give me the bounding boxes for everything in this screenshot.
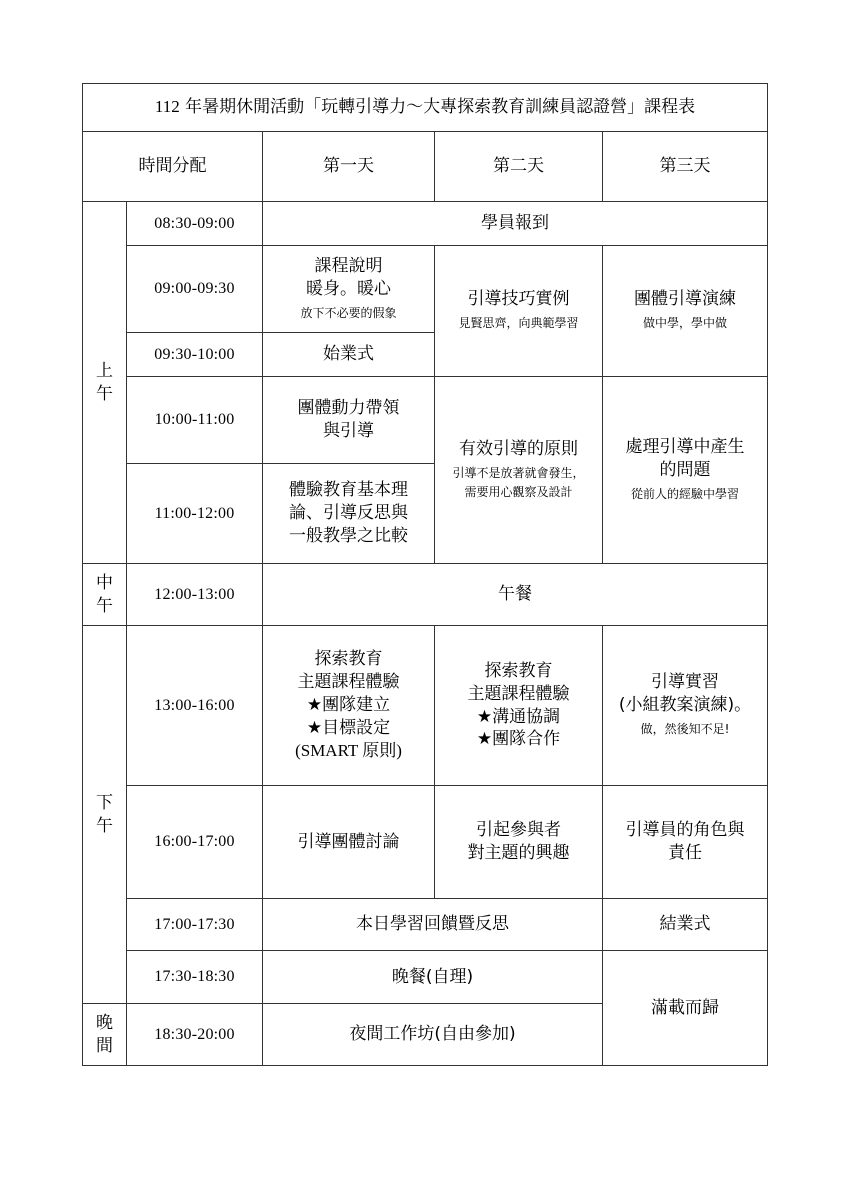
period-afternoon: 下 午 [83,626,127,1004]
session-d2-skills: 引導技巧實例 見賢思齊，向典範學習 [435,246,603,377]
header-day1: 第一天 [263,132,435,202]
time-slot: 11:00-12:00 [127,464,263,564]
schedule-title: 112 年暑期休閒活動「玩轉引導力～大專探索教育訓練員認證營」課程表 [83,84,768,132]
time-slot: 09:00-09:30 [127,246,263,333]
time-slot: 16:00-17:00 [127,786,263,899]
period-morning: 上 午 [83,202,127,564]
time-slot: 17:30-18:30 [127,951,263,1004]
session-dinner: 晚餐(自理) [263,951,603,1004]
session-workshop: 夜間工作坊(自由參加) [263,1004,603,1066]
period-noon: 中 午 [83,564,127,626]
session-d1-discussion: 引導團體討論 [263,786,435,899]
time-slot: 10:00-11:00 [127,377,263,464]
time-slot: 13:00-16:00 [127,626,263,786]
session-d1-opening: 始業式 [263,333,435,377]
time-slot: 12:00-13:00 [127,564,263,626]
header-day3: 第三天 [603,132,768,202]
session-d1-adventure: 探索教育 主題課程體驗 ★團隊建立 ★目標設定 (SMART 原則) [263,626,435,786]
session-d2-adventure: 探索教育 主題課程體驗 ★溝通協調 ★團隊合作 [435,626,603,786]
session-d1-intro: 課程說明 暖身。暖心 放下不必要的假象 [263,246,435,333]
session-d1-theory: 體驗教育基本理 論、引導反思與 一般教學之比較 [263,464,435,564]
session-lunch: 午餐 [263,564,768,626]
schedule-table [82,83,768,1066]
session-d3-practicum: 引導實習 (小組教案演練)。 做，然後知不足! [603,626,768,786]
time-slot: 09:30-10:00 [127,333,263,377]
session-d3-practice: 團體引導演練 做中學，學中做 [603,246,768,377]
header-time-allocation: 時間分配 [83,132,263,202]
session-d1-group: 團體動力帶領 與引導 [263,377,435,464]
session-d3-problems: 處理引導中產生 的問題 從前人的經驗中學習 [603,377,768,564]
period-evening: 晚 間 [83,1004,127,1066]
session-registration: 學員報到 [263,202,768,246]
time-slot: 17:00-17:30 [127,899,263,951]
d1-adventure-list: ★團隊建立 ★目標設定 [306,695,391,738]
header-day2: 第二天 [435,132,603,202]
time-slot: 08:30-09:00 [127,202,263,246]
session-review: 本日學習回饋暨反思 [263,899,603,951]
session-return: 滿載而歸 [603,951,768,1066]
d2-adventure-list: ★溝通協調 ★團隊合作 [476,706,561,750]
session-d2-principle: 有效引導的原則 引導不是放著就會發生， 需要用心觀察及設計 [435,377,603,564]
session-closing: 結業式 [603,899,768,951]
session-d3-role: 引導員的角色與 責任 [603,786,768,899]
time-slot: 18:30-20:00 [127,1004,263,1066]
session-d2-interest: 引起參與者 對主題的興趣 [435,786,603,899]
